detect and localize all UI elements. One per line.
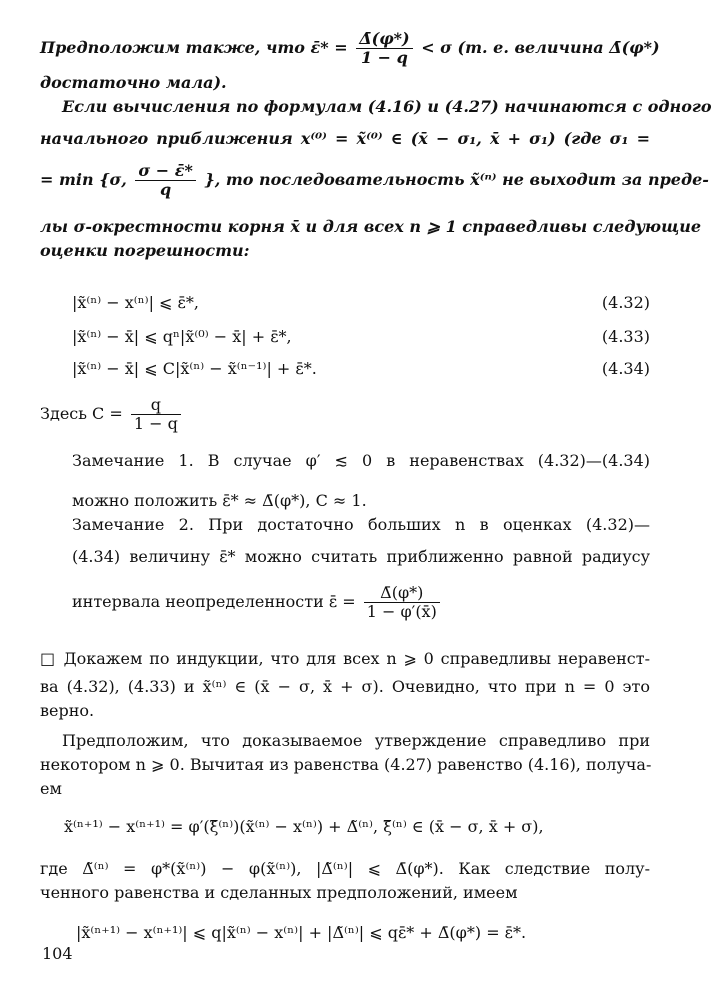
equation-estimate: |x̃⁽ⁿ⁺¹⁾ − x⁽ⁿ⁺¹⁾| ⩽ q|x̃⁽ⁿ⁾ − x⁽ⁿ⁾| + |Δ̃⁽ⁿ⁾| ⩽ qε̄* + Δ̄(φ*) = ε̄*. — [76, 923, 527, 942]
text-fragment: Предположим также, что ε̄* = — [40, 38, 348, 57]
equation-text: |x̃⁽ⁿ⁾ − x̄| ⩽ qⁿ|x̃⁽⁰⁾ − x̄| + ε̄*, — [72, 327, 292, 346]
remark-2-line-1: Замечание 2. При достаточно больших n в оценках (4.32)— — [72, 515, 650, 534]
proof-line-7: где Δ̃⁽ⁿ⁾ = φ*(x̃⁽ⁿ⁾) − φ(x̃⁽ⁿ⁾), |Δ̃⁽ⁿ⁾| ⩽ Δ̄(φ*). Как следствие полу- — [40, 859, 650, 878]
equation-text: |x̃⁽ⁿ⁾ − x⁽ⁿ⁾| ⩽ ε̄*, — [72, 293, 199, 312]
remark-2-line-2: (4.34) величину ε̄* можно считать приближенно равной радиусу — [72, 547, 650, 566]
fraction-numerator: q — [131, 396, 181, 415]
text-fragment: интервала неопределенности ε̄ = — [72, 592, 356, 611]
remark-1-line-2: можно положить ε̄* ≈ Δ̄(φ*), C ≈ 1. — [72, 491, 367, 510]
fraction-numerator: Δ̄(φ*) — [356, 30, 412, 49]
fraction-denominator: 1 − q — [360, 48, 408, 67]
proof-line-4: Предположим, что доказываемое утверждение справедливо при — [62, 731, 650, 750]
proof-line-6: ем — [40, 779, 62, 798]
text-line-1 — [40, 29, 660, 67]
equation-number: (4.33) — [601, 327, 650, 346]
text-line-3: Если вычисления по формулам (4.16) и (4.27) начинаются с одного — [62, 97, 712, 116]
equation-text: |x̃⁽ⁿ⁾ − x̄| ⩽ C|x̃⁽ⁿ⁾ − x̃⁽ⁿ⁻¹⁾| + ε̄*. — [72, 359, 317, 378]
equation-4-33 — [72, 326, 650, 348]
text-fragment: Здесь C = — [40, 404, 123, 423]
fraction-eps-star — [356, 30, 412, 67]
text-fragment: < σ (т. е. величина Δ̄(φ*) — [421, 38, 660, 57]
fraction-denominator: 1 − q — [133, 414, 178, 433]
proof-line-5: некотором n ⩾ 0. Вычитая из равенства (4.27) равенство (4.16), получа- — [40, 755, 652, 774]
text-line-c-def — [40, 396, 650, 433]
fraction-numerator: Δ̄(φ*) — [364, 584, 440, 603]
equation-number: (4.32) — [601, 293, 650, 312]
equation-4-32 — [72, 292, 650, 314]
text-line-2: достаточно мала). — [40, 73, 227, 92]
text-fragment: = min {σ, — [40, 170, 127, 189]
remark-2-line-3 — [72, 584, 682, 630]
fraction-denominator: q — [160, 180, 172, 199]
fraction-denominator: 1 − φ′(x̄) — [366, 602, 437, 621]
text-line-4: начального приближения x⁽⁰⁾ = x̃⁽⁰⁾ ∈ (x̄ − σ₁, x̄ + σ₁) (где σ₁ = — [40, 129, 650, 148]
text-line-7: оценки погрешности: — [40, 241, 250, 260]
text-line-5 — [40, 161, 709, 199]
fraction-numerator: σ − ε̄* — [135, 162, 195, 181]
proof-line-2: ва (4.32), (4.33) и x̃⁽ⁿ⁾ ∈ (x̄ − σ, x̄ + σ). Очевидно, что при n = 0 это — [40, 677, 650, 696]
proof-line-8: ченного равенства и сделанных предположений, имеем — [40, 883, 518, 902]
fraction-sigma — [135, 162, 195, 199]
equation-difference: x̃⁽ⁿ⁺¹⁾ − x⁽ⁿ⁺¹⁾ = φ′(ξ̃⁽ⁿ⁾)(x̃⁽ⁿ⁾ − x⁽ⁿ⁾) + Δ̃⁽ⁿ⁾, ξ̃⁽ⁿ⁾ ∈ (x̄ − σ, x̄ + σ), — [64, 817, 544, 836]
fraction-c — [131, 396, 181, 433]
proof-line-3: верно. — [40, 701, 95, 720]
proof-line-1: □ Докажем по индукции, что для всех n ⩾ 0 справедливы неравенст- — [40, 649, 650, 668]
text-fragment: }, то последовательность x̃⁽ⁿ⁾ не выходит за преде- — [204, 170, 709, 189]
equation-number: (4.34) — [601, 359, 650, 378]
equation-4-34 — [72, 358, 650, 380]
fraction-eps-bar — [364, 584, 440, 621]
text-line-6: лы σ-окрестности корня x̄ и для всех n ⩾ 1 справедливы следующие — [40, 217, 702, 236]
remark-1-line-1: Замечание 1. В случае φ′ ≲ 0 в неравенствах (4.32)—(4.34) — [72, 451, 650, 470]
page-number: 104 — [42, 944, 73, 963]
